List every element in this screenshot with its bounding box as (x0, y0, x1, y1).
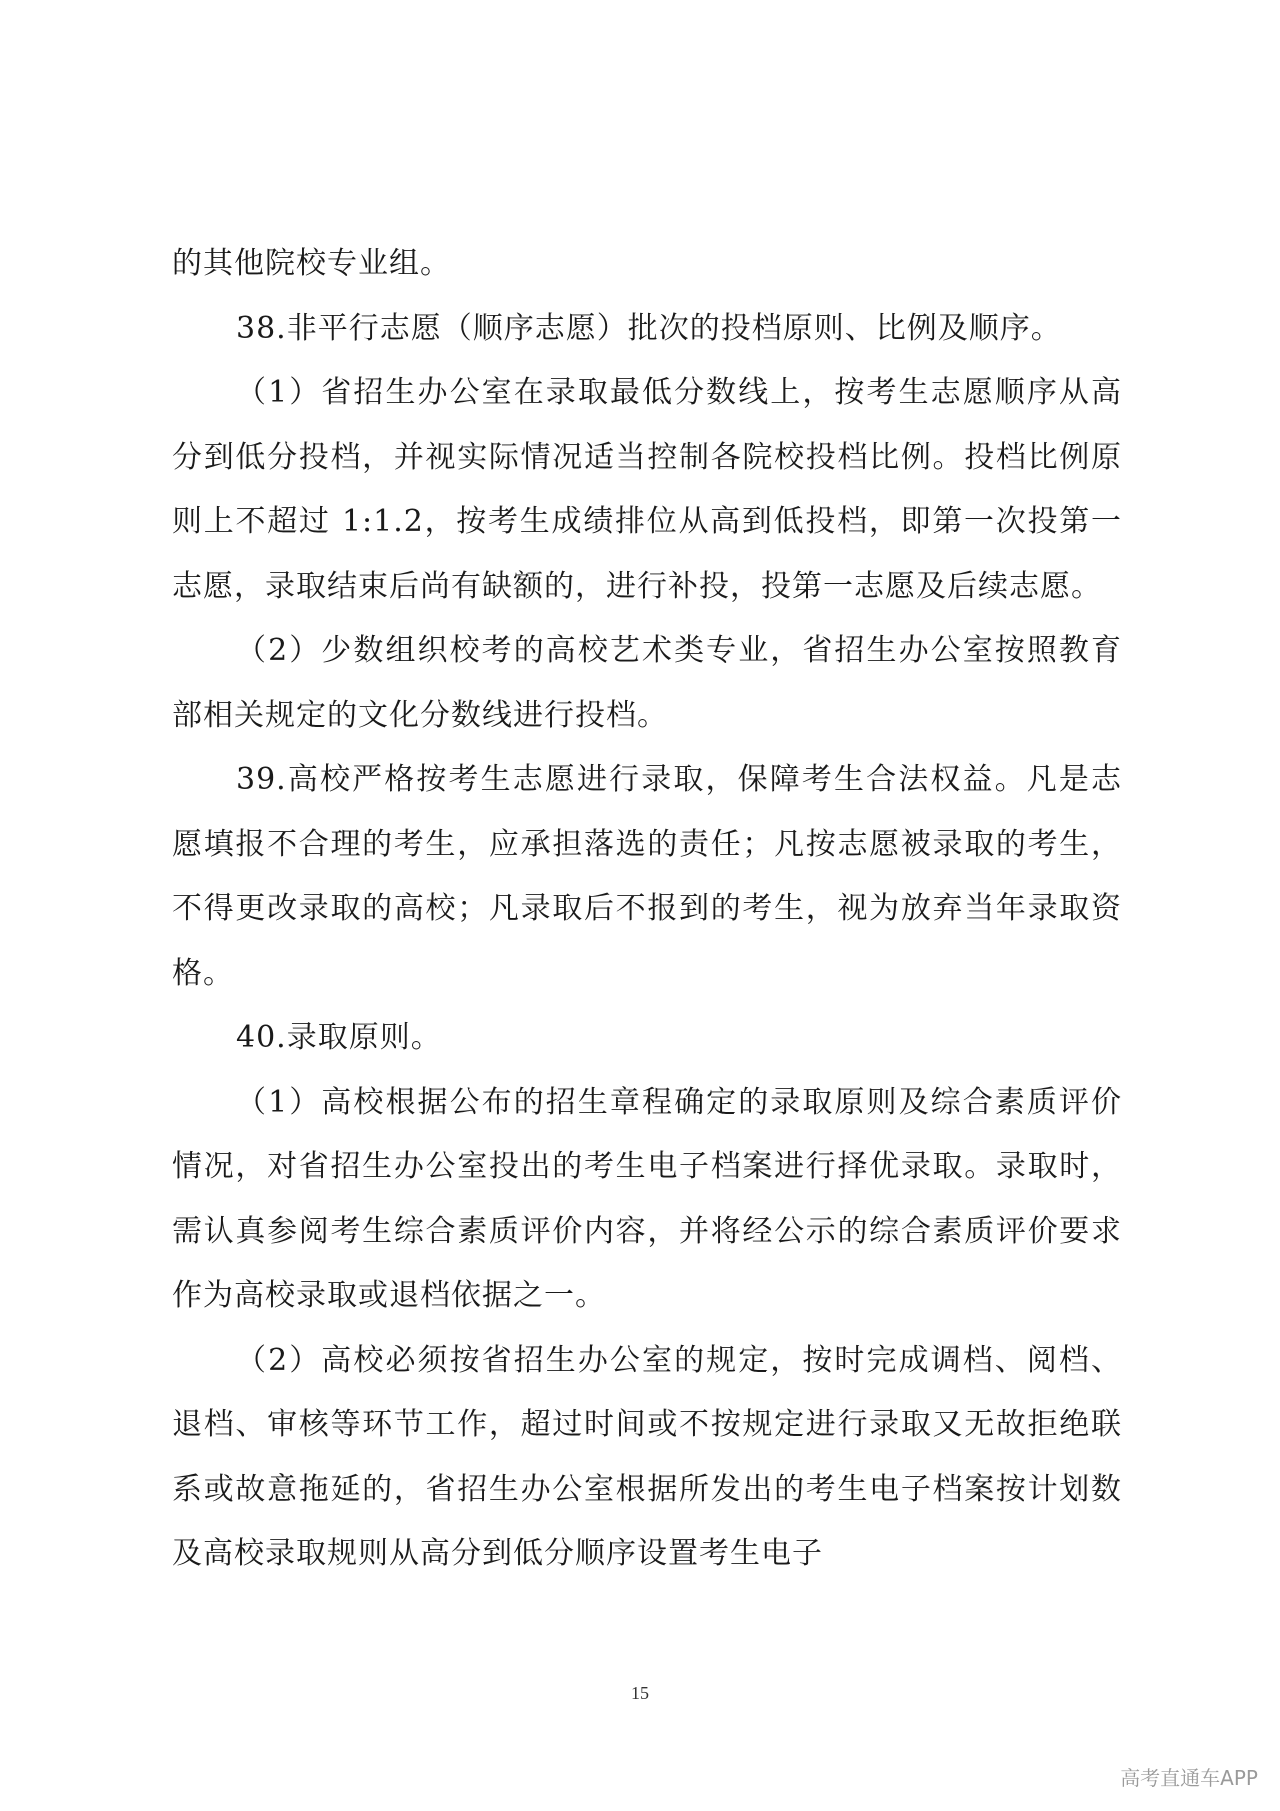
paragraph-40-item-2: （2）高校必须按省招生办公室的规定，按时完成调档、阅档、退档、审核等环节工作，超过时间或不按规定进行录取又无故拒绝联系或故意拖延的，省招生办公室根据所发出的考生电子档案按计划数及高校录取规则从高分到低分顺序设置考生电子 (172, 1342, 1122, 1571)
page-number: 15 (631, 1683, 649, 1703)
paragraph-40-item-1: （1）高校根据公布的招生章程确定的录取原则及综合素质评价情况，对省招生办公室投出的考生电子档案进行择优录取。录取时，需认真参阅考生综合素质评价内容，并将经公示的综合素质评价要求作为高校录取或退档依据之一。 (172, 1084, 1122, 1313)
body-text (172, 232, 1122, 1587)
paragraph-article-38: 38.非平行志愿（顺序志愿）批次的投档原则、比例及顺序。 (236, 310, 1062, 346)
watermark-text: 高考直通车APP (1120, 1766, 1258, 1790)
paragraph-continuation: 的其他院校专业组。 (172, 246, 451, 281)
paragraph-38-item-2: （2）少数组织校考的高校艺术类专业，省招生办公室按照教育部相关规定的文化分数线进行投档。 (172, 633, 1122, 733)
paragraph-article-39: 39.高校严格按考生志愿进行录取，保障考生合法权益。凡是志愿填报不合理的考生，应承担落选的责任；凡按志愿被录取的考生，不得更改录取的高校；凡录取后不报到的考生，视为放弃当年录取资格。 (172, 762, 1122, 991)
paragraph-article-40: 40.录取原则。 (236, 1020, 442, 1055)
paragraph-38-item-1: （1）省招生办公室在录取最低分数线上，按考生志愿顺序从高分到低分投档，并视实际情况适当控制各院校投档比例。投档比例原则上不超过 1:1.2，按考生成绩排位从高到低投档，即第一次投第一志愿，录取结束后尚有缺额的，进行补投，投第一志愿及后续志愿。 (172, 375, 1122, 604)
